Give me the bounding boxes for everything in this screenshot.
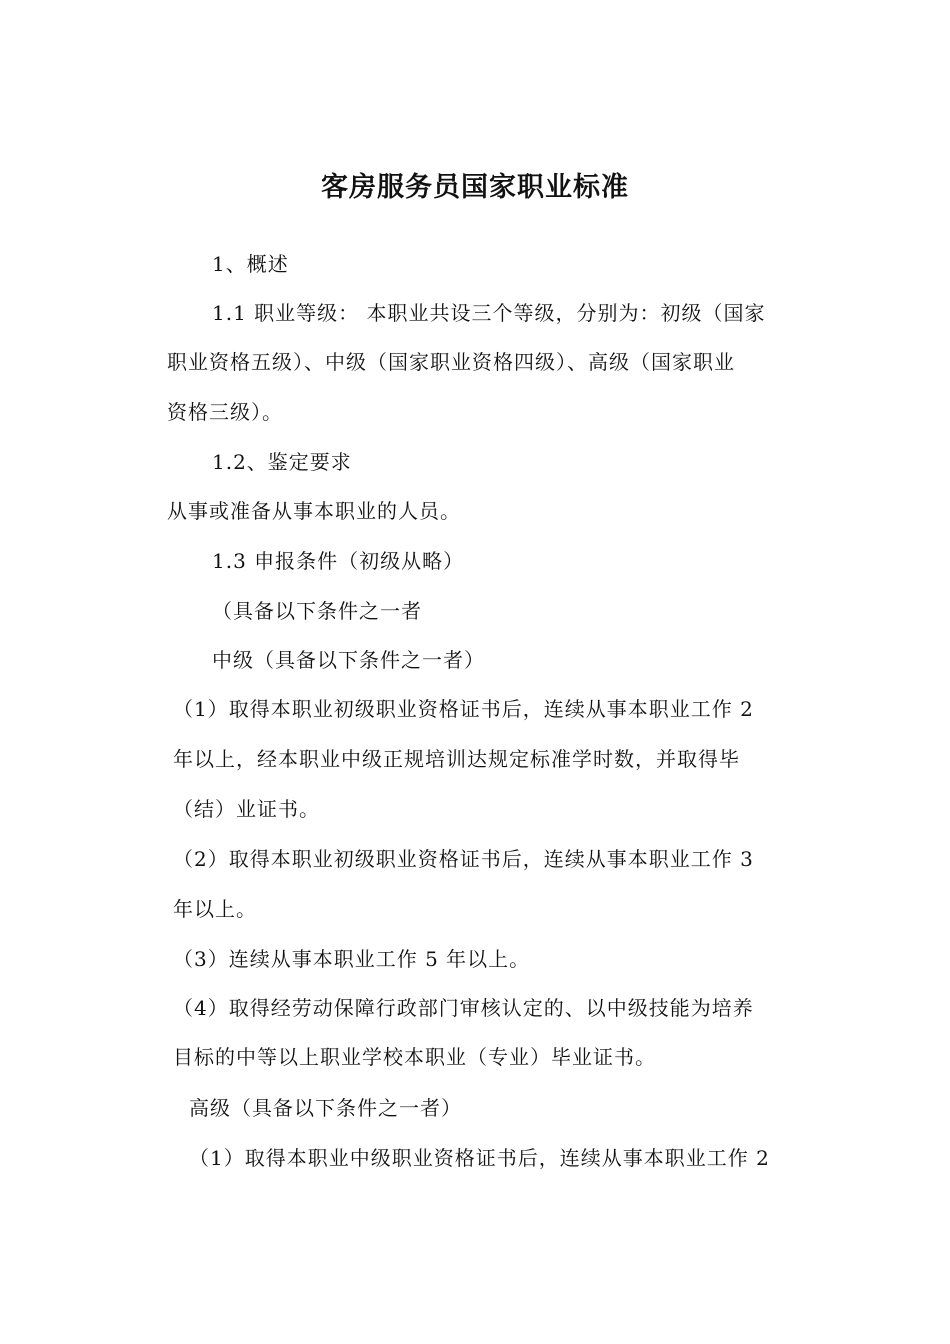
- heading-overview: 1、概述: [212, 252, 289, 276]
- paragraph-line: 资格三级）。: [167, 400, 283, 424]
- paragraph-line: （具备以下条件之一者: [212, 599, 422, 623]
- subheading-intermediate: 中级（具备以下条件之一者）: [212, 648, 485, 672]
- paragraph-line: 职业资格五级）、中级（国家职业资格四级）、高级（国家职业: [167, 350, 735, 374]
- subheading-advanced: 高级（具备以下条件之一者）: [189, 1096, 462, 1120]
- paragraph-line: 年以上，经本职业中级正规培训达规定标准学时数，并取得毕: [173, 747, 740, 771]
- paragraph-line: （结）业证书。: [173, 797, 320, 821]
- list-item: （2）取得本职业初级职业资格证书后，连续从事本职业工作 3: [173, 847, 754, 871]
- document-title: 客房服务员国家职业标准: [321, 172, 629, 203]
- list-item: （4）取得经劳动保障行政部门审核认定的、以中级技能为培养: [173, 996, 754, 1020]
- paragraph-line: 1.1 职业等级： 本职业共设三个等级，分别为：初级（国家: [212, 301, 766, 325]
- paragraph-line: 从事或准备从事本职业的人员。: [167, 499, 461, 523]
- paragraph-line: 年以上。: [173, 897, 257, 921]
- heading-appraisal: 1.2、鉴定要求: [212, 450, 352, 474]
- list-item: （1）取得本职业初级职业资格证书后，连续从事本职业工作 2: [173, 697, 754, 721]
- heading-conditions: 1.3 申报条件（初级从略）: [212, 549, 465, 573]
- paragraph-line: 目标的中等以上职业学校本职业（专业）毕业证书。: [173, 1045, 656, 1069]
- list-item: （1）取得本职业中级职业资格证书后，连续从事本职业工作 2: [189, 1146, 770, 1170]
- list-item: （3）连续从事本职业工作 5 年以上。: [173, 947, 531, 971]
